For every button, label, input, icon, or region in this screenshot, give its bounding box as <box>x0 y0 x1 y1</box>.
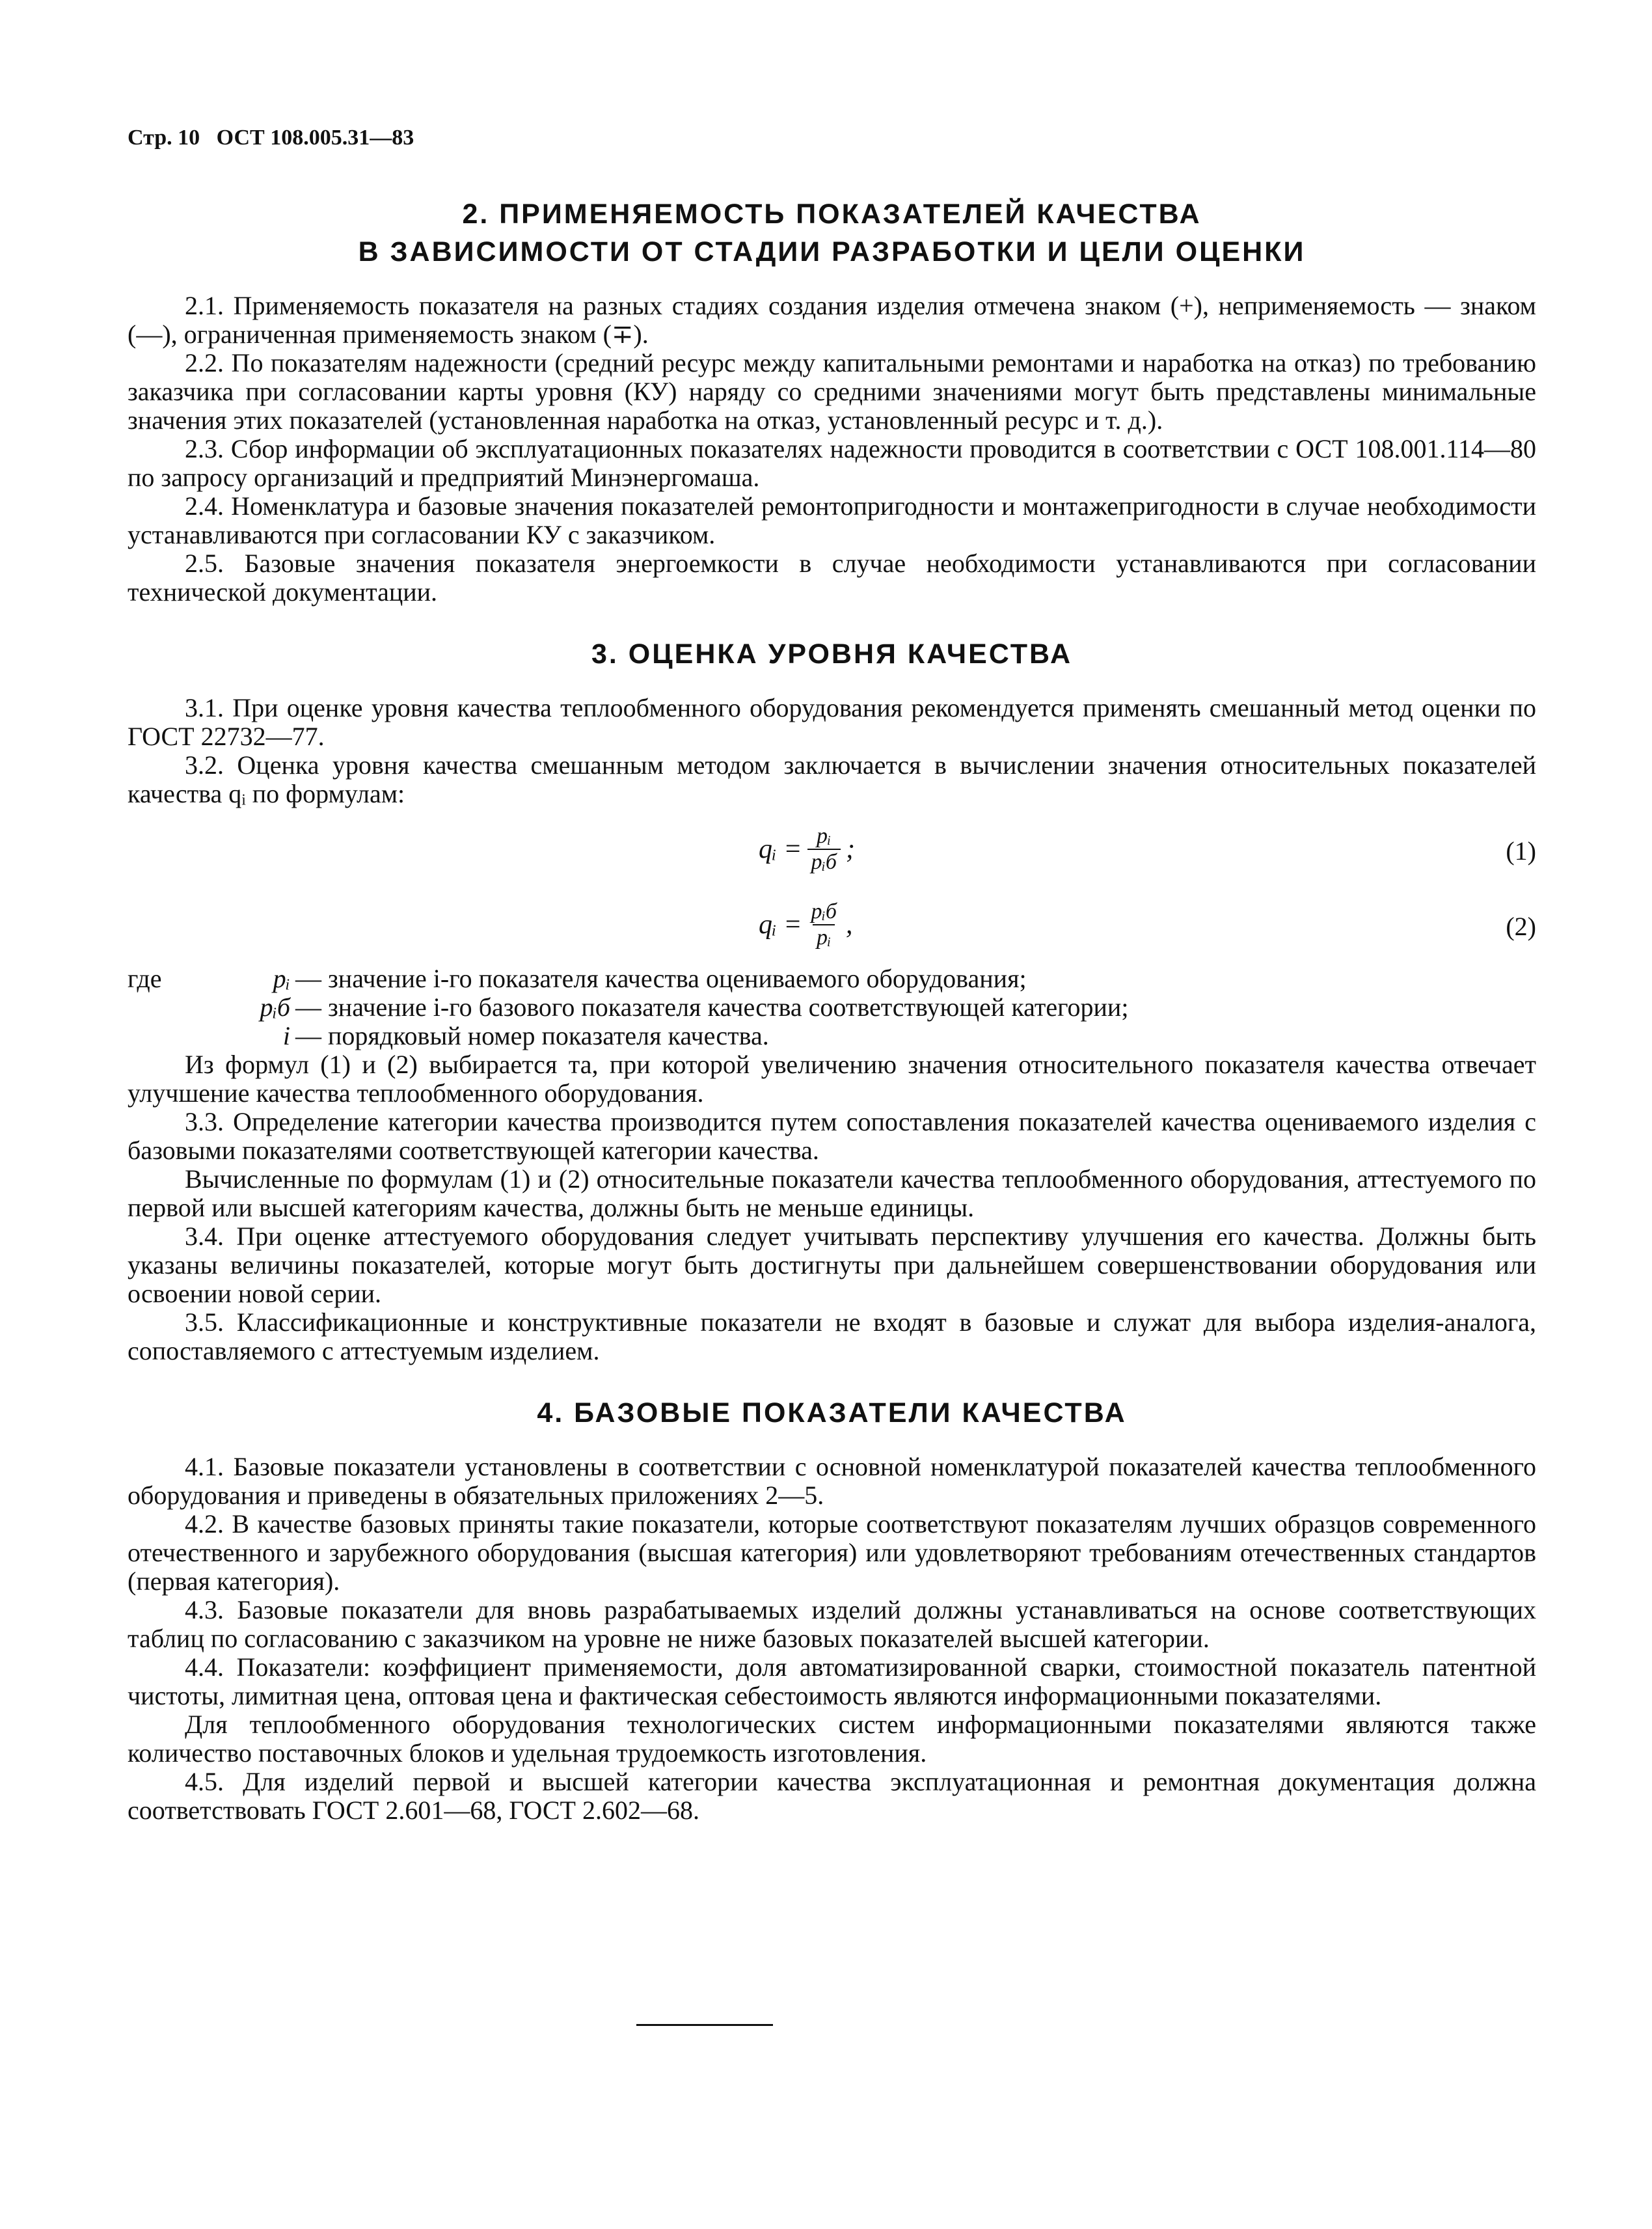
section-2-title <box>128 195 1536 271</box>
page-header <box>128 124 414 152</box>
formula-1-number: (1) <box>1506 836 1536 866</box>
paragraph-3-5: 3.5. Классификационные и конструктивные показатели не входят в базовые и служат для выбора изделия-аналога, сопоставляемого с аттестуемым изделием. <box>128 1307 1536 1365</box>
paragraph-3-3: 3.3. Определение категории качества производится путем сопоставления показателей качества оцениваемого изделия с базовыми показателями соответствующей категории качества. <box>128 1107 1536 1165</box>
formula-2 <box>128 894 1536 959</box>
paragraph-2-2: 2.2. По показателям надежности (средний ресурс между капитальными ремонтами и наработка на отказ) по требованию заказчика при согласовании карты уровня (КУ) наряду со средними значениями могут быть представлены минимальные значения этих показателей (установленная наработка на отказ, установленный ресурс и т. д.). <box>128 348 1536 435</box>
page-content <box>128 195 1536 1825</box>
formula-2-fraction <box>807 899 841 950</box>
paragraph-3-1: 3.1. При оценке уровня качества теплообменного оборудования рекомендуется применять смешанный метод оценки по ГОСТ 22732—77. <box>128 693 1536 751</box>
definition-row <box>128 993 1536 1022</box>
formula-1-denominator: pᵢб <box>807 849 841 875</box>
paragraph-2-3: 2.3. Сбор информации об эксплуатационных показателях надежности проводится в соответствии с ОСТ 108.001.114—80 по запросу организаций и предприятий Минэнергомаша. <box>128 434 1536 492</box>
formula-1 <box>128 819 1536 884</box>
paragraph-3-3-computed: Вычисленные по формулам (1) и (2) относительные показатели качества теплообменного оборудования, аттестуемого по первой или высшей категориям качества, должны быть не меньше единицы. <box>128 1164 1536 1222</box>
paragraph-4-4: 4.4. Показатели: коэффициент применяемости, доля автоматизированной сварки, стоимостной показатель патентной чистоты, лимитная цена, оптовая цена и фактическая себестоимость являются информационными показателями. <box>128 1652 1536 1710</box>
formula-2-numerator: pᵢб <box>811 899 837 923</box>
page-number: Стр. 10 <box>128 126 200 150</box>
formula-2-denominator: pᵢ <box>813 924 835 950</box>
formula-1-numerator: pᵢ <box>817 824 832 848</box>
variable-definitions <box>128 964 1536 1050</box>
definition-symbol: pᵢб <box>260 992 290 1022</box>
paragraph-2-5: 2.5. Базовые значения показателя энергоемкости в случае необходимости устанавливаются при согласовании технической документации. <box>128 549 1536 607</box>
definition-text: — значение i-го показателя качества оцениваемого оборудования; <box>295 964 1027 993</box>
section-4-title: 4. БАЗОВЫЕ ПОКАЗАТЕЛИ КАЧЕСТВА <box>537 1397 1127 1429</box>
formula-1-fraction <box>807 824 841 875</box>
formula-2-number: (2) <box>1506 912 1536 941</box>
paragraph-4-5: 4.5. Для изделий первой и высшей категории качества эксплуатационная и ремонтная документация должна соответствовать ГОСТ 2.601—68, ГОСТ 2.602—68. <box>128 1767 1536 1825</box>
formula-2-lhs: qᵢ = <box>759 910 802 940</box>
paragraph-4-2: 4.2. В качестве базовых приняты такие показатели, которые соответствуют показателям лучших образцов современного отечественного и зарубежного оборудования (высшая категория) или удовлетворяют требованиям отечественных стандартов (первая категория). <box>128 1509 1536 1596</box>
section-3-title: 3. ОЦЕНКА УРОВНЯ КАЧЕСТВА <box>591 638 1073 670</box>
document-code: ОСТ 108.005.31—83 <box>216 126 414 150</box>
paragraph-3-formula-choice: Из формул (1) и (2) выбирается та, при которой увеличению значения относительного показателя качества отвечает улучшение качества теплообменного оборудования. <box>128 1050 1536 1108</box>
section-2-title-line-2: В ЗАВИСИМОСТИ ОТ СТАДИИ РАЗРАБОТКИ И ЦЕЛИ ОЦЕНКИ <box>358 236 1306 267</box>
formula-2-tail: , <box>845 910 853 940</box>
definition-symbol: pᵢ <box>273 964 290 993</box>
where-label: где <box>128 964 162 993</box>
end-rule-divider <box>636 2024 773 2026</box>
section-2-title-line-1: 2. ПРИМЕНЯЕМОСТЬ ПОКАЗАТЕЛЕЙ КАЧЕСТВА <box>462 198 1202 230</box>
definition-text: — значение i-го базового показателя качества соответствующей категории; <box>295 992 1129 1022</box>
formula-1-lhs: qᵢ = <box>759 834 802 864</box>
paragraph-4-1: 4.1. Базовые показатели установлены в соответствии с основной номенклатурой показателей качества теплообменного оборудования и приведены в обязательных приложениях 2—5. <box>128 1452 1536 1510</box>
paragraph-4-3: 4.3. Базовые показатели для вновь разрабатываемых изделий должны устанавливаться на основе соответствующих таблиц по согласованию с заказчиком на уровне не ниже базовых показателей высшей категории. <box>128 1595 1536 1653</box>
formula-1-tail: ; <box>845 834 855 864</box>
definition-text: — порядковый номер показателя качества. <box>295 1021 769 1050</box>
paragraph-4-4-info: Для теплообменного оборудования технологических систем информационными показателями являются также количество поставочных блоков и удельная трудоемкость изготовления. <box>128 1710 1536 1768</box>
paragraph-3-2: 3.2. Оценка уровня качества смешанным методом заключается в вычислении значения относительных показателей качества qᵢ по формулам: <box>128 750 1536 808</box>
paragraph-2-1: 2.1. Применяемость показателя на разных стадиях создания изделия отмечена знаком (+), неприменяемость — знаком (—), ограниченная применяемость знаком (∓). <box>128 291 1536 349</box>
definition-symbol: i <box>282 1021 290 1050</box>
paragraph-2-4: 2.4. Номенклатура и базовые значения показателей ремонтопригодности и монтажепригодности в случае необходимости устанавливаются при согласовании КУ с заказчиком. <box>128 491 1536 549</box>
definition-row <box>128 964 1536 993</box>
definition-row <box>128 1022 1536 1050</box>
paragraph-3-4: 3.4. При оценке аттестуемого оборудования следует учитывать перспективу улучшения его качества. Должны быть указаны величины показателей, которые могут быть достигнуты при дальнейшем совершенствовании оборудования или освоении новой серии. <box>128 1222 1536 1308</box>
